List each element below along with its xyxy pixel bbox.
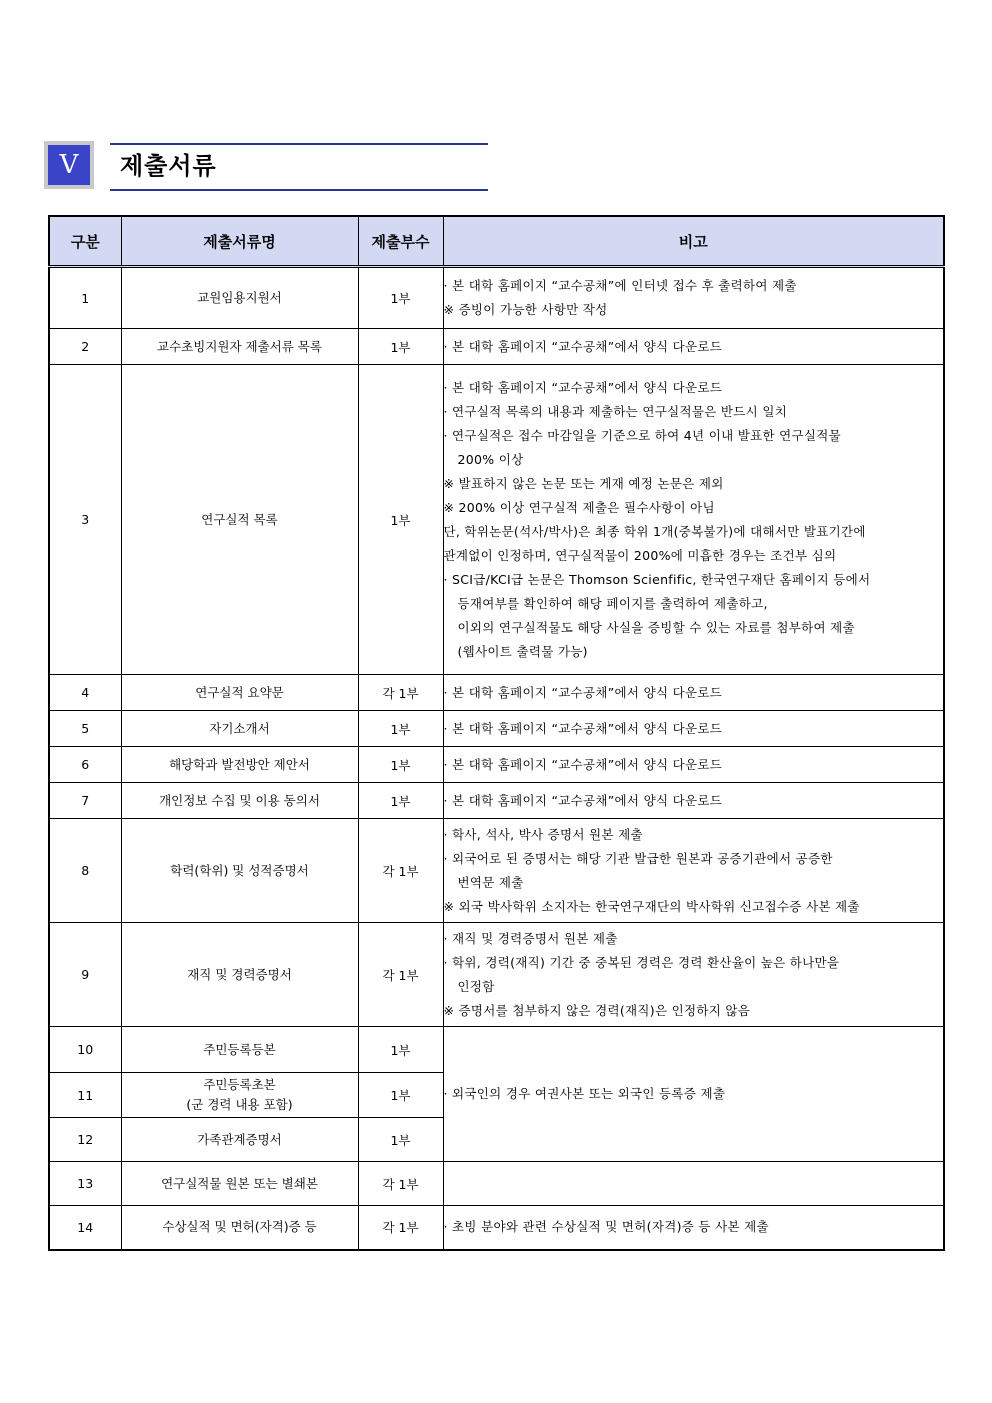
table-row [49, 1027, 944, 1073]
document-name-line: 주민등록초본 [203, 1077, 276, 1092]
document-name [121, 819, 358, 923]
section-title: 제출서류 [120, 152, 217, 180]
table-body [49, 267, 944, 1250]
row-number: 2 [49, 329, 121, 365]
header-document-name: 제출서류명 [121, 216, 358, 267]
copies: 1부 [358, 747, 443, 783]
table-row [49, 819, 944, 923]
copies: 1부 [358, 1118, 443, 1162]
remarks [443, 711, 944, 747]
remark-line: 이외의 연구실적물도 해당 사실을 증빙할 수 있는 자료를 첨부하여 제출 [457, 619, 855, 635]
table-row [49, 675, 944, 711]
document-name [121, 675, 358, 711]
header-copies: 제출부수 [358, 216, 443, 267]
document-name-line: 연구실적 목록 [201, 511, 278, 527]
document-name-line: 주민등록등본 [203, 1041, 276, 1057]
remark-line: · 본 대학 홈페이지 “교수공채”에서 양식 다운로드 [443, 684, 723, 700]
remark-line: · 본 대학 홈페이지 “교수공채”에서 양식 다운로드 [443, 792, 723, 808]
section-number-box [44, 141, 94, 189]
header-category: 구분 [49, 216, 121, 267]
remarks [443, 783, 944, 819]
copies: 각 1부 [358, 1162, 443, 1206]
header-remarks: 비고 [443, 216, 944, 267]
document-name [121, 783, 358, 819]
document-name [121, 1073, 358, 1118]
table-row [49, 365, 944, 675]
table-header-row [49, 216, 944, 267]
remark-line: 관계없이 인정하며, 연구실적물이 200%에 미흡한 경우는 조건부 심의 [443, 547, 837, 563]
remark-line: 등재여부를 확인하여 해당 페이지를 출력하여 제출하고, [457, 595, 768, 611]
document-name-line: (군 경력 내용 포함) [186, 1097, 293, 1112]
row-number: 4 [49, 675, 121, 711]
remark-line: ※ 외국 박사학위 소지자는 한국연구재단의 박사학위 신고접수증 사본 제출 [443, 898, 860, 914]
copies: 1부 [358, 1073, 443, 1118]
remark-line: · 연구실적은 접수 마감일을 기준으로 하여 4년 이내 발표한 연구실적물 [443, 427, 841, 443]
row-number: 9 [49, 923, 121, 1027]
remarks [443, 1206, 944, 1250]
row-number: 10 [49, 1027, 121, 1073]
remark-line: ※ 200% 이상 연구실적 제출은 필수사항이 아님 [443, 499, 715, 515]
row-number: 3 [49, 365, 121, 675]
document-name-line: 자기소개서 [209, 720, 270, 736]
table-row [49, 329, 944, 365]
document-name [121, 711, 358, 747]
document-name-line: 연구실적물 원본 또는 별쇄본 [161, 1175, 318, 1191]
document-name-line: 교수초빙지원자 제출서류 목록 [157, 338, 322, 354]
remark-line: 단, 학위논문(석사/박사)은 최종 학위 1개(중복불가)에 대해서만 발표기간에 [443, 523, 866, 539]
section-header [44, 141, 494, 191]
remark-line: · SCI급/KCI급 논문은 Thomson Scienfific, 한국연구재단 홈페이지 등에서 [443, 571, 871, 587]
remark-line: · 학사, 석사, 박사 증명서 원본 제출 [443, 826, 643, 842]
document-name [121, 923, 358, 1027]
document-name-line: 해당학과 발전방안 제안서 [169, 756, 310, 772]
remarks [443, 329, 944, 365]
document-name [121, 329, 358, 365]
remark-line: ※ 증빙이 가능한 사항만 작성 [443, 302, 608, 317]
row-number: 11 [49, 1073, 121, 1118]
remarks [443, 819, 944, 923]
row-number: 1 [49, 267, 121, 329]
table-row [49, 711, 944, 747]
remark-line: · 본 대학 홈페이지 “교수공채”에서 양식 다운로드 [443, 338, 723, 354]
document-name [121, 747, 358, 783]
document-name-line: 재직 및 경력증명서 [187, 966, 292, 982]
remarks [443, 923, 944, 1027]
document-name [121, 267, 358, 329]
document-name [121, 1206, 358, 1250]
document-name-line: 수상실적 및 면허(자격)증 등 [162, 1219, 317, 1235]
remark-line: · 재직 및 경력증명서 원본 제출 [443, 930, 618, 946]
table-row [49, 783, 944, 819]
copies: 각 1부 [358, 923, 443, 1027]
row-number: 5 [49, 711, 121, 747]
copies: 1부 [358, 711, 443, 747]
remark-line: ※ 증명서를 첨부하지 않은 경력(재직)은 인정하지 않음 [443, 1002, 751, 1018]
section-number: V [48, 145, 90, 185]
copies: 각 1부 [358, 819, 443, 923]
remarks [443, 675, 944, 711]
document-name [121, 1162, 358, 1206]
document-name-line: 연구실적 요약문 [195, 684, 284, 700]
document-name-line: 가족관계증명서 [197, 1131, 282, 1147]
remark-line: ※ 발표하지 않은 논문 또는 게재 예정 논문은 제외 [443, 475, 724, 491]
copies: 1부 [358, 267, 443, 329]
remark-line: (웹사이트 출력물 가능) [457, 643, 588, 659]
remarks [443, 365, 944, 675]
table-row [49, 1162, 944, 1206]
document-name [121, 1118, 358, 1162]
remarks [443, 267, 944, 329]
remark-line: 번역문 제출 [457, 874, 524, 890]
remark-line: 인정함 [457, 978, 495, 994]
row-number: 6 [49, 747, 121, 783]
row-number: 12 [49, 1118, 121, 1162]
row-number: 14 [49, 1206, 121, 1250]
remark-line: · 외국어로 된 증명서는 해당 기관 발급한 원본과 공증기관에서 공증한 [443, 850, 833, 866]
document-name-line: 학력(학위) 및 성적증명서 [170, 862, 309, 878]
remark-line: · 본 대학 홈페이지 “교수공채”에서 양식 다운로드 [443, 756, 723, 772]
document-name [121, 1027, 358, 1073]
document-name [121, 365, 358, 675]
copies: 각 1부 [358, 675, 443, 711]
section-title-frame [110, 143, 488, 191]
remarks [443, 1162, 944, 1206]
table-row [49, 1206, 944, 1250]
remark-line: · 연구실적 목록의 내용과 제출하는 연구실적물은 반드시 일치 [443, 403, 788, 419]
row-number: 13 [49, 1162, 121, 1206]
table-row [49, 747, 944, 783]
remark-line: · 본 대학 홈페이지 “교수공채”에서 양식 다운로드 [443, 720, 723, 736]
copies: 1부 [358, 1027, 443, 1073]
copies: 각 1부 [358, 1206, 443, 1250]
remarks [443, 747, 944, 783]
documents-table [48, 215, 945, 1251]
remark-line: · 외국인의 경우 여권사본 또는 외국인 등록증 제출 [443, 1086, 726, 1101]
table-row [49, 267, 944, 329]
table-row [49, 923, 944, 1027]
copies: 1부 [358, 329, 443, 365]
copies: 1부 [358, 783, 443, 819]
document-name-line: 교원임용지원서 [197, 290, 282, 305]
remark-line: · 학위, 경력(재직) 기간 중 중복된 경력은 경력 환산율이 높은 하나만을 [443, 954, 840, 970]
remark-line: · 본 대학 홈페이지 “교수공채”에서 양식 다운로드 [443, 379, 723, 395]
remarks [443, 1027, 944, 1162]
row-number: 7 [49, 783, 121, 819]
document-name-line: 개인정보 수집 및 이용 동의서 [159, 792, 320, 808]
copies: 1부 [358, 365, 443, 675]
remark-line: 200% 이상 [457, 451, 524, 467]
remark-line: · 초빙 분야와 관련 수상실적 및 면허(자격)증 등 사본 제출 [443, 1219, 769, 1235]
remark-line: · 본 대학 홈페이지 “교수공채”에 인터넷 접수 후 출력하여 제출 [443, 278, 797, 293]
row-number: 8 [49, 819, 121, 923]
